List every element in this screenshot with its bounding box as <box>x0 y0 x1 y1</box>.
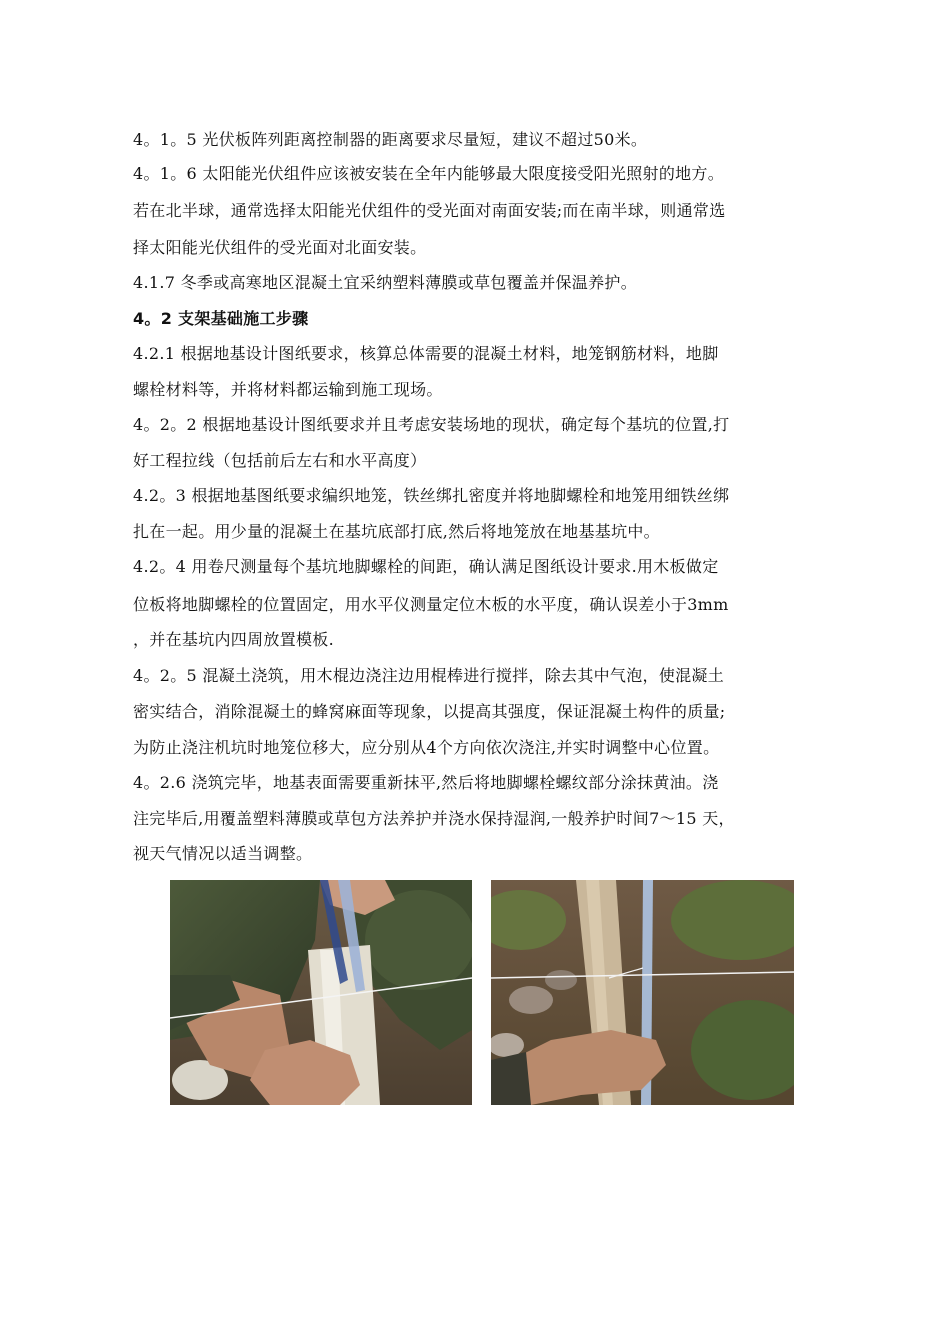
photo-stake-tying-left <box>170 880 472 1105</box>
paragraph-line: 好工程拉线（包括前后左右和水平高度） <box>133 451 427 470</box>
section-heading: 4。2 支架基础施工步骤 <box>133 309 309 328</box>
paragraph-line: 视天气情况以适当调整。 <box>133 844 313 863</box>
paragraph-line: ，并在基坑内四周放置模板. <box>133 630 334 649</box>
paragraph-line: 注完毕后,用覆盖塑料薄膜或草包方法养护并浇水保持湿润,一般养护时间7～15 天， <box>133 809 735 828</box>
paragraph-line: 4。2.6 浇筑完毕，地基表面需要重新抹平,然后将地脚螺栓螺纹部分涂抹黄油。浇 <box>133 773 719 792</box>
paragraph-line: 扎在一起。用少量的混凝土在基坑底部打底,然后将地笼放在地基基坑中。 <box>133 522 660 541</box>
paragraph-line: 4。2。2 根据地基设计图纸要求并且考虑安装场地的现状，确定每个基坑的位置,打 <box>133 415 730 434</box>
paragraph-line: 4.2。4 用卷尺测量每个基坑地脚螺栓的间距，确认满足图纸设计要求.用木板做定 <box>133 557 719 576</box>
paragraph-line: 4.1.7 冬季或高寒地区混凝土宜采纳塑料薄膜或草包覆盖并保温养护。 <box>133 273 637 292</box>
photo-stake-tying-right <box>491 880 794 1105</box>
paragraph-line: 位板将地脚螺栓的位置固定，用水平仪测量定位木板的水平度，确认误差小于3mm <box>133 595 729 614</box>
paragraph-line: 择太阳能光伏组件的受光面对北面安装。 <box>133 238 427 257</box>
paragraph-line: 4.2.1 根据地基设计图纸要求，核算总体需要的混凝土材料，地笼钢筋材料，地脚 <box>133 344 719 363</box>
paragraph-line: 若在北半球，通常选择太阳能光伏组件的受光面对南面安装;而在南半球，则通常选 <box>133 201 726 220</box>
paragraph-line: 4。2。5 混凝土浇筑，用木棍边浇注边用棍棒进行搅拌，除去其中气泡，使混凝土 <box>133 666 725 685</box>
paragraph-line: 螺栓材料等，并将材料都运输到施工现场。 <box>133 380 443 399</box>
paragraph-line: 4。1。6 太阳能光伏组件应该被安装在全年内能够最大限度接受阳光照射的地方。 <box>133 164 725 183</box>
paragraph-line: 为防止浇注机坑时地笼位移大，应分别从4个方向依次浇注,并实时调整中心位置。 <box>133 738 720 757</box>
paragraph-line: 密实结合，消除混凝土的蜂窝麻面等现象，以提高其强度，保证混凝土构件的质量; <box>133 702 726 721</box>
paragraph-line: 4。1。5 光伏板阵列距离控制器的距离要求尽量短，建议不超过50米。 <box>133 130 648 149</box>
paragraph-line: 4.2。3 根据地基图纸要求编织地笼，铁丝绑扎密度并将地脚螺栓和地笼用细铁丝绑 <box>133 486 730 505</box>
